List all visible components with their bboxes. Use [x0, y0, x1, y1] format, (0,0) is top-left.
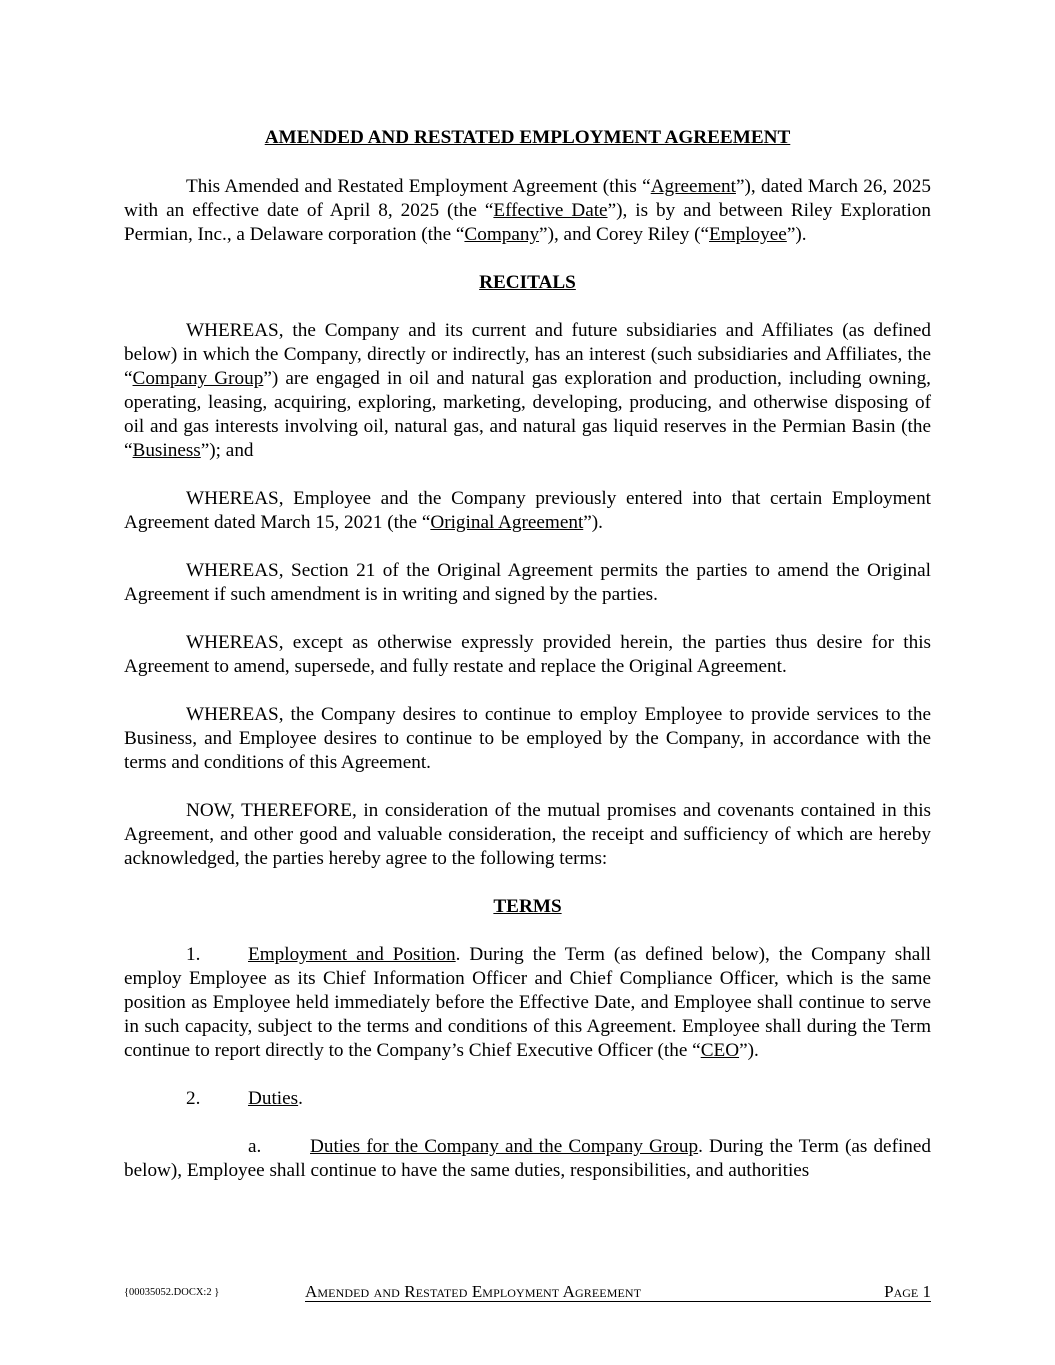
defined-term-business: Business — [132, 440, 201, 461]
document-body — [124, 126, 931, 1183]
section-2-paragraph: 2. Duties. — [186, 1088, 303, 1109]
page-number: Page 1 — [884, 1282, 931, 1301]
section-heading: Duties — [248, 1088, 299, 1109]
defined-term-company-group: Company Group — [132, 368, 264, 389]
section-number: 2. — [186, 1088, 201, 1109]
defined-term-employee: Employee — [709, 224, 787, 245]
defined-term-original-agreement: Original Agreement — [430, 512, 584, 533]
document-code: {00035052.DOCX:2 } — [124, 1287, 220, 1298]
section-1-paragraph: 1. Employment and Position. During the Term (as defined below), the Company shall employ Employee as its Chief Information Officer and Chief Compliance Officer, which is the same position as Employee held immediately before the Effective Date, and Employee shall continue to serve in such capacity, subject to the terms and conditions of this Agreement. Employee shall during the Term continue to report directly to the Company’s Chief Executive Officer (the “CEO”). — [124, 944, 931, 1061]
defined-term-company: Company — [464, 224, 540, 245]
defined-term-ceo: CEO — [700, 1040, 740, 1061]
document-title: AMENDED AND RESTATED EMPLOYMENT AGREEMENT — [264, 127, 791, 148]
recitals-heading: RECITALS — [479, 272, 576, 293]
footer-title: Amended and Restated Employment Agreement — [305, 1282, 642, 1301]
recital-paragraph-1: WHEREAS, the Company and its current and future subsidiaries and Affiliates (as defined below) in which the Company, directly or indirectly, has an interest (such subsidiaries and Affiliates, the “Company Group”) are engaged in oil and natural gas exploration and production, including owning, operating, leasing, acquiring, exploring, marketing, developing, producing, and otherwise disposing of oil and gas interests involving oil, natural gas, and natural gas liquid reserves in the Permian Basin (the “Business”); and — [124, 320, 931, 461]
subsection-heading: Duties for the Company and the Company Group — [310, 1136, 699, 1157]
terms-heading: TERMS — [493, 896, 562, 917]
recital-paragraph-2: WHEREAS, Employee and the Company previously entered into that certain Employment Agreement dated March 15, 2021 (the “Original Agreement”). — [124, 488, 931, 533]
footer-underline — [305, 1301, 931, 1302]
subsection-letter: a. — [248, 1136, 262, 1157]
now-therefore-paragraph: NOW, THEREFORE, in consideration of the mutual promises and covenants contained in this Agreement, and other good and valuable consideration, the receipt and sufficiency of which are hereby acknowledged, the parties hereby agree to the following terms: — [124, 800, 931, 869]
defined-term-agreement: Agreement — [650, 176, 736, 197]
recital-paragraph-3: WHEREAS, Section 21 of the Original Agreement permits the parties to amend the Original Agreement if such amendment is in writing and signed by the parties. — [124, 560, 931, 605]
section-heading: Employment and Position — [248, 944, 456, 965]
section-number: 1. — [186, 944, 201, 965]
page-footer — [124, 1281, 931, 1303]
defined-term-effective-date: Effective Date — [493, 200, 608, 221]
section-2a-paragraph: a. Duties for the Company and the Company Group. During the Term (as defined below), Employee shall continue to have the same duties, responsibilities, and authorities — [124, 1136, 931, 1181]
recital-paragraph-4: WHEREAS, except as otherwise expressly provided herein, the parties thus desire for this Agreement to amend, supersede, and fully restate and replace the Original Agreement. — [124, 632, 931, 677]
recital-paragraph-5: WHEREAS, the Company desires to continue to employ Employee to provide services to the Business, and Employee desires to continue to be employed by the Company, in accordance with the terms and conditions of this Agreement. — [124, 704, 931, 773]
intro-paragraph: This Amended and Restated Employment Agreement (this “Agreement”), dated March 26, 2025 with an effective date of April 8, 2025 (the “Effective Date”), is by and between Riley Exploration Permian, Inc., a Delaware corporation (the “Company”), and Corey Riley (“Employee”). — [124, 176, 931, 245]
